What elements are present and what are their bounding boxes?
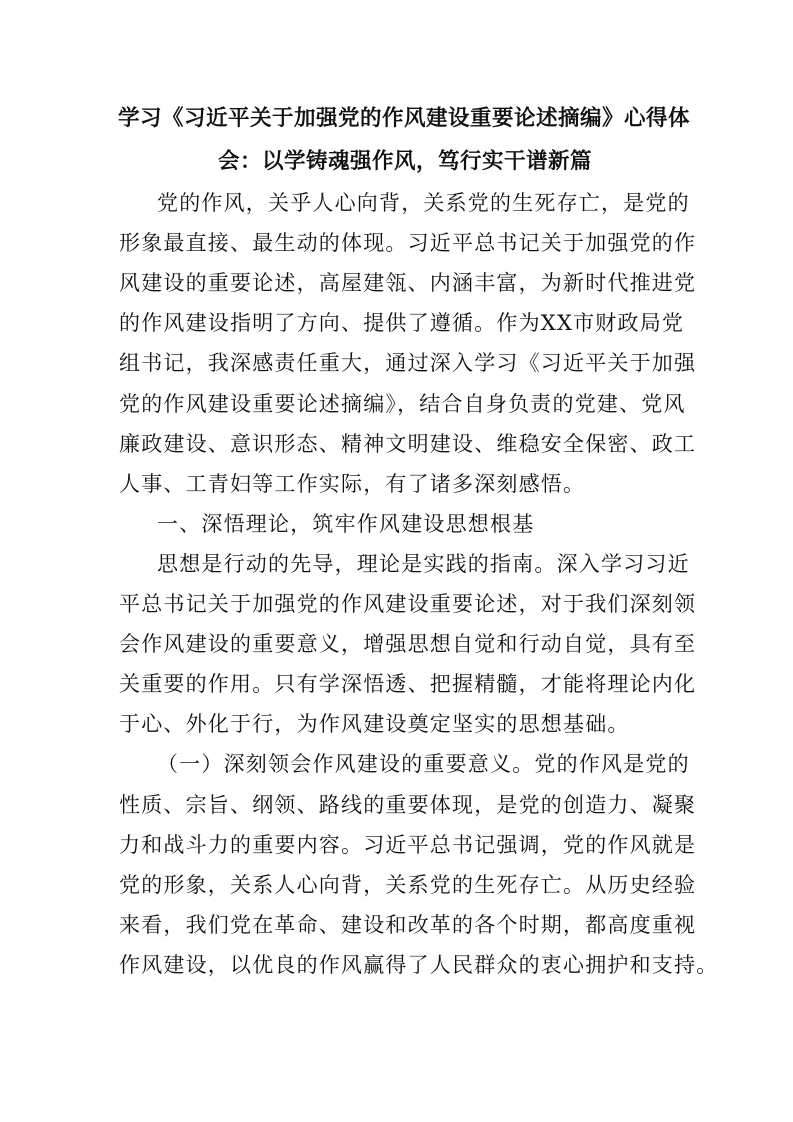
paragraph-line: 力和战斗力的重要内容。习近平总书记强调，党的作风就是 — [119, 833, 697, 857]
paragraph-line: 廉政建设、意识形态、精神文明建设、维稳安全保密、政工 — [119, 432, 697, 456]
paragraph-line: 作风建设，以优良的作风赢得了人民群众的衷心拥护和支持。 — [119, 953, 719, 977]
paragraph-line: 来看，我们党在革命、建设和改革的各个时期，都高度重视 — [119, 913, 697, 937]
document-title-line-2: 会：以学铸魂强作风，笃行实干谱新篇 — [218, 149, 593, 174]
paragraph-line: 会作风建设的重要意义，增强思想自觉和行动自觉，具有至 — [119, 632, 697, 656]
paragraph-line: 人事、工青妇等工作实际，有了诸多深刻感悟。 — [119, 472, 586, 496]
paragraph-line: 形象最直接、最生动的体现。习近平总书记关于加强党的作 — [119, 231, 697, 255]
subsection-line: （一）深刻领会作风建设的重要意义。党的作风是党的 — [157, 752, 690, 776]
paragraph-line: 于心、外化于行，为作风建设奠定坚实的思想基础。 — [119, 712, 630, 736]
paragraph-line: 党的形象，关系人心向背，关系党的生死存亡。从历史经验 — [119, 873, 697, 897]
paragraph-line: 组书记，我深感责任重大，通过深入学习《习近平关于加强 — [119, 351, 697, 375]
paragraph-line: 关重要的作用。只有学深悟透、把握精髓，才能将理论内化 — [119, 672, 697, 696]
paragraph-line: 风建设的重要论述，高屋建瓴、内涵丰富，为新时代推进党 — [119, 271, 697, 295]
paragraph-line: 平总书记关于加强党的作风建设重要论述，对于我们深刻领 — [119, 592, 697, 616]
paragraph-line: 性质、宗旨、纲领、路线的重要体现，是党的创造力、凝聚 — [119, 793, 697, 817]
paragraph-line: 的作风建设指明了方向、提供了遵循。作为XX市财政局党 — [119, 311, 685, 335]
document-title-line-1: 学习《习近平关于加强党的作风建设重要论述摘编》心得体 — [118, 106, 691, 131]
paragraph-line: 党的作风，关乎人心向背，关系党的生死存亡，是党的 — [157, 191, 690, 215]
paragraph-line: 思想是行动的先导，理论是实践的指南。深入学习习近 — [157, 552, 690, 576]
paragraph-line: 党的作风建设重要论述摘编》，结合自身负责的党建、党风 — [119, 392, 686, 416]
section-heading: 一、深悟理论，筑牢作风建设思想根基 — [157, 512, 535, 536]
